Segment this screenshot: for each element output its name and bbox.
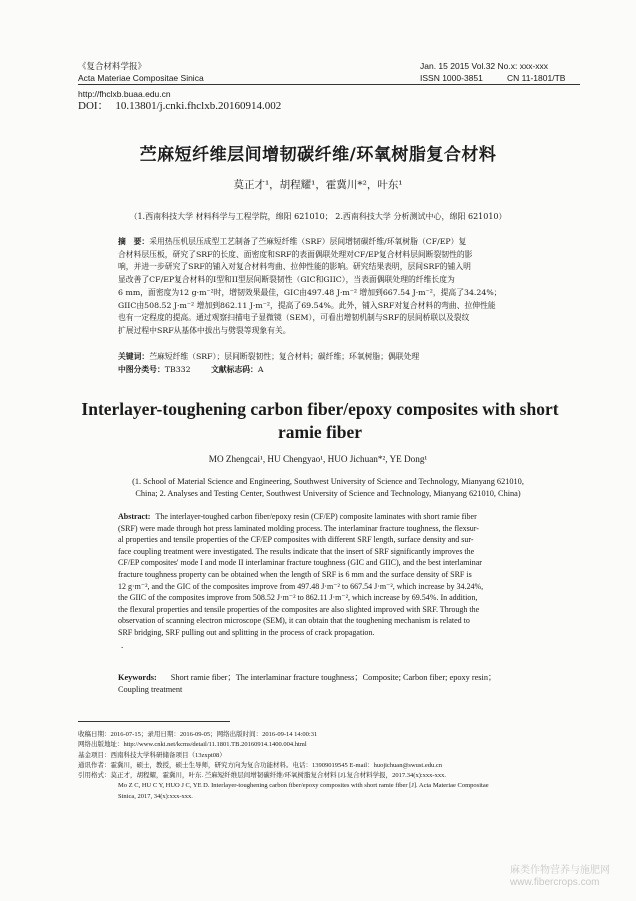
stray-dot: . [121,640,124,650]
en-abstract-line: The interlayer-toughed carbon fiber/epoxy resin (CF/EP) composite laminates with short ramie fiber [155,512,477,521]
issue-info: Jan. 15 2015 Vol.32 No.x: xxx-xxx [420,61,549,71]
doi-value[interactable]: 10.13801/j.cnki.fhclxb.20160914.002 [115,100,282,112]
cn-abstract-line: 响，并进一步研究了SRF的铺入对复合材料弯曲、拉伸性能的影响。研究结果表明，层间SRF的铺入明 [118,262,471,272]
english-abstract-label: Abstract: [118,512,151,521]
doc-code-label: 文献标志码： [211,365,258,374]
footnote-corresponding: 通讯作者：霍冀川，硕士，教授，硕士生导师，研究方向为复合功能材料。电话：13909019545 E-mail：huojichuan@swust.edu.cn [78,761,443,769]
footnote-funding: 基金项目：西南科技大学科研储备项目（13zxpt08） [78,751,226,759]
en-affil-line: (1. School of Material Science and Engineering, Southwest University of Science and Technology, Mianyang 621010, [132,477,524,486]
chinese-keywords: 苎麻短纤维（SRF）；层间断裂韧性；复合材料；碳纤维；环氧树脂；偶联处理 [149,352,420,361]
en-affil-line: China; 2. Analyses and Testing Center, Southwest University of Science and Technology, Mianyang 621010, China) [135,488,521,498]
english-authors: MO Zhengcai¹, HU Chengyao¹, HUO Jichuan*², YE Dong¹ [208,454,428,464]
en-abstract-line: (SRF) were made through hot press laminated molding process. The interlaminar fracture toughness, the flexsur- [118,523,479,533]
en-abstract-line: fracture toughness property can be obtained when the length of SRF is 6 mm and the surface density of SRF is [118,569,472,579]
header-rule [78,84,580,85]
chinese-affiliations: （1.西南科技大学 材料科学与工程学院，绵阳 621010； 2.西南科技大学 分析测试中心，绵阳 621010） [129,212,507,221]
watermark-line1: 麻类作物营养与施肥网 [510,865,610,876]
doc-code: A [257,365,264,374]
chinese-keywords-label: 关键词： [118,352,150,361]
cn-abstract-line: 扩展过程中SRF从基体中拔出与劈裂等现象有关。 [118,325,291,335]
cn-abstract-line: 6 mm，面密度为12 g·m⁻²时，增韧效果最佳，GIC由497.48 J·m⁻² 增加到667.54 J·m⁻²，提高了34.24%； [118,287,502,297]
en-abstract-line: 12 g·m⁻², and the GIC of the composites improve from 497.48 J·m⁻² to 667.54 J·m⁻², which increase by 34.24%, [118,581,484,591]
en-abstract-line: SRF bridging, SRF pulling out and splitting in the process of crack propagation. [118,627,375,637]
doi [78,97,281,113]
en-abstract-line: observation of scanning electron microscope (SEM), it can obtain that the toughening mechanism is related to [118,616,470,626]
cn-abstract-line: 采用热压机层压成型工艺制备了苎麻短纤维（SRF）层间增韧碳纤维/环氧树脂（CF/EP）复 [149,237,467,246]
watermark [510,865,610,889]
cn-abstract-line: 显改善了CF/EP复合材料的I型和II型层间断裂韧性（GIC和GIIC），当表面偶联处理的纤维长度为 [118,275,455,285]
english-keywords-block [118,672,550,695]
en-keywords-line: Coupling treatment [118,684,183,694]
en-abstract-line: the flexural properties and tensile properties of the composites are also slighted improved with SRF. Through the [118,604,480,614]
footnote-citation-en-cont: Sinica, 2017, 34(x):xxx-xxx. [118,792,193,800]
en-abstract-line: face coupling treatment were investigated. The results indicate that the insert of SRF significantly improves the [118,546,475,556]
journal-name-en: Acta Materiae Compositae Sinica [78,73,204,83]
cn-number: CN 11-1801/TB [507,73,566,83]
en-abstract-line: al properties and tensile properties of the CF/EP composites with different SRF length, surface density and sur- [118,535,474,545]
cn-abstract-line: 合材料层压板，研究了SRF的长度、面密度和SRF的表面偶联处理对CF/EP复合材料层间断裂韧性的影 [118,249,473,259]
english-keywords-label: Keywords: [118,673,157,682]
en-abstract-line: the GIIC of the composites improve from 508.52 J·m⁻² to 862.11 J·m⁻², which increase by 69.54%. In addition, [118,593,478,603]
english-abstract [118,511,550,639]
footnote-online-url[interactable]: 网络出版地址：http://www.cnki.net/kcms/detail/11.1801.TB.20160914.1400.004.html [78,741,307,749]
journal-url[interactable]: http://fhclxb.buaa.edu.cn [78,89,171,99]
footnote-rule [78,721,230,722]
footnote-citation-cn: 引用格式：莫正才，胡程耀，霍冀川，叶东. 苎麻短纤维层间增韧碳纤维/环氧树脂复合材料 [J].复合材料学报，2017.34(x):xxx-xxx. [78,772,446,780]
footnote-received: 收稿日期：2016-07-15；录用日期：2016-09-05；网络出版时间：2016-09-14 14:00:31 [78,731,318,738]
english-title: Interlayer-toughening carbon fiber/epoxy composites with short ramie fiber [81,399,559,442]
cn-abstract-line: 也有一定程度的提高。通过观察扫描电子显微镜（SEM），可看出增韧机制与SRF的层间桥联以及裂纹 [118,313,470,323]
chinese-abstract [118,236,548,338]
cn-abstract-line: GIIC由508.52 J·m⁻² 增加到862.11 J·m⁻²，提高了69.54%。此外，铺入SRF对复合材料的弯曲、拉伸性能 [118,300,496,310]
en-keywords-line: Short ramie fiber；The interlaminar fracture toughness；Composite; Carbon fiber; epoxy resin； [170,673,497,682]
chinese-authors: 莫正才¹，胡程耀¹，霍冀川*²，叶东¹ [233,179,403,191]
footnotes [78,730,578,802]
clc-label: 中图分类号： [118,365,165,374]
english-affiliations [108,476,548,499]
journal-name-cn: 《复合材料学报》 [78,61,147,71]
chinese-title: 苎麻短纤维层间增韧碳纤维/环氧树脂复合材料 [139,145,497,165]
watermark-line2: www.fibercrops.com [510,877,600,888]
footnote-citation-en: Mo Z C, HU C Y, HUO J C, YE D. Interlayer-toughening carbon fiber/epoxy composites with short ramie fiber [J]. Acta Materiae Compositae [118,782,489,790]
en-abstract-line: CF/EP composites' mode I and mode II interlaminar fracture toughness (GIC and GIIC), and the best interlaminar [118,558,482,568]
doi-label: DOI： [78,100,109,112]
chinese-abstract-label: 摘 要： [118,237,150,246]
chinese-keywords-block [118,350,548,376]
issn: ISSN 1000-3851 [420,73,483,83]
clc-number: TB332 [164,365,191,374]
